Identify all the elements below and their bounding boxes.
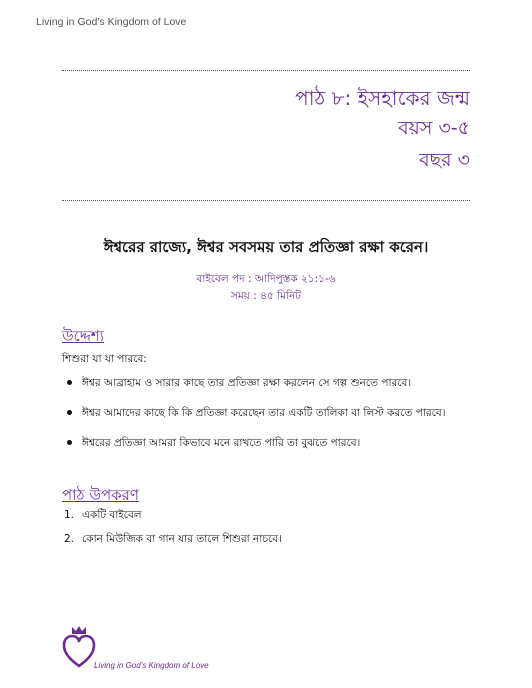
item-number: 1. [63, 509, 74, 521]
lesson-title: পাঠ ৮: ইসহাকের জন্ম [295, 86, 470, 110]
top-divider [62, 70, 470, 71]
lesson-theme: ঈশ্বরের রাজ্যে, ঈশ্বর সবসময় তার প্রতিজ্ঞা রক্ষা করেন। [103, 238, 429, 256]
objectives-intro: শিশুরা যা যা পারবে: [62, 353, 147, 365]
material-text: একটি বাইবেল [82, 509, 142, 521]
crowned-heart-icon [62, 624, 96, 670]
material-text: কোন মিউজিক বা গান যার তালে শিশুরা নাচবে। [82, 533, 282, 545]
year-label: বছর ৩ [419, 149, 470, 171]
bullet-icon [67, 410, 72, 415]
materials-heading: পাঠ উপকরণ [62, 486, 139, 504]
bullet-icon [67, 380, 72, 385]
objective-text: ঈশ্বরের প্রতিজ্ঞা আমরা কিভাবে মনে রাখতে পারি তা বুঝতে পারবে। [82, 437, 361, 449]
objective-text: ঈশ্বর আব্রাহাম ও সারার কাছে তার প্রতিজ্ঞা রক্ষা করলেন সে গল্প শুনতে পারবে। [82, 377, 412, 389]
bullet-icon [67, 440, 72, 445]
list-item [62, 508, 482, 532]
list-item [62, 436, 482, 466]
objective-text: ঈশ্বর আমাদের কাছে কি কি প্রতিজ্ঞা করেছেন তার একটি তালিকা বা লিস্ট করতে পারবে। [82, 407, 446, 419]
age-range: বয়স ৩-৫ [398, 117, 470, 139]
list-item [62, 532, 482, 556]
page-header: Living in God’s Kingdom of Love [36, 16, 187, 28]
materials-list [62, 508, 482, 556]
footer-text: Living in God’s Kingdom of Love [94, 661, 209, 670]
bible-verse-reference: বাইবেল পদ : আদিপুস্তক ২১:১-৬ [196, 273, 336, 285]
lesson-duration: সময় : ৪৫ মিনিট [231, 290, 301, 302]
item-number: 2. [63, 533, 74, 545]
list-item [62, 376, 482, 406]
objectives-heading: উদ্দেশ্য [62, 327, 105, 345]
bottom-divider [62, 200, 470, 201]
objectives-list [62, 376, 482, 466]
list-item [62, 406, 482, 436]
